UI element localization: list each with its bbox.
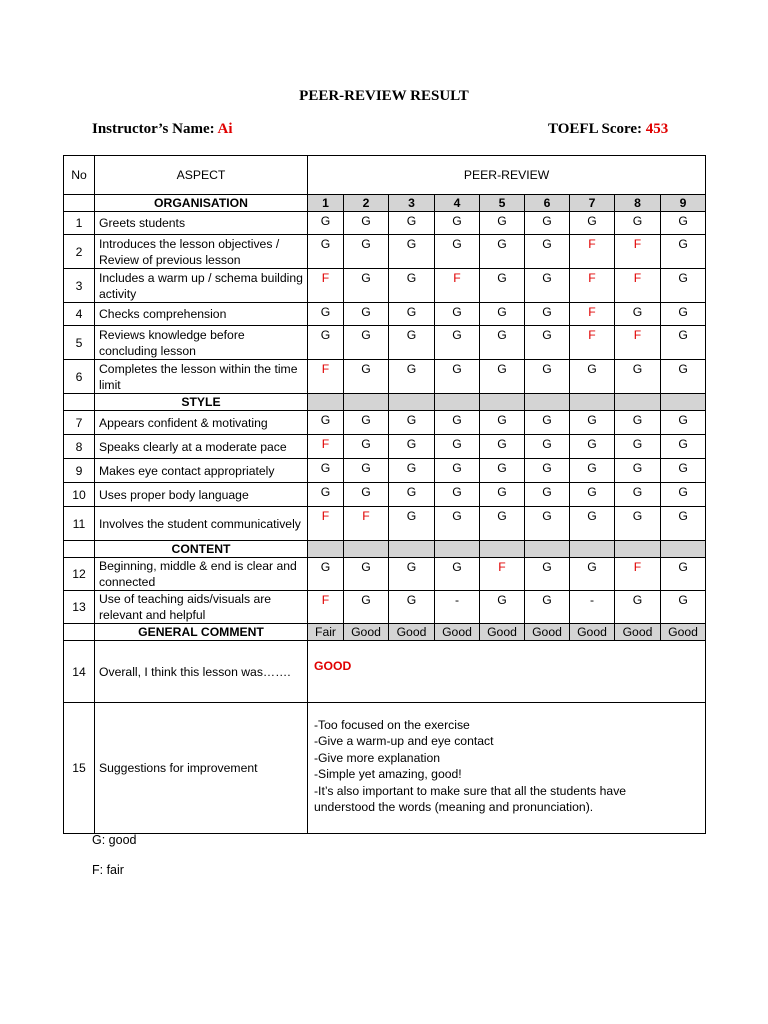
legend-good: G: good — [92, 833, 137, 847]
grade-cell: G — [480, 507, 525, 541]
grade-cell: G — [480, 212, 525, 235]
table-row — [64, 411, 706, 435]
reviewer-number: 4 — [435, 195, 480, 212]
header-no: No — [64, 156, 95, 195]
general-comment-cell: Good — [480, 624, 525, 641]
row-number: 14 — [64, 641, 95, 703]
grade-cell: G — [570, 459, 615, 483]
grade-cell: G — [308, 235, 344, 269]
grade-cell: G — [525, 435, 570, 459]
toefl-score — [548, 121, 668, 138]
grade-cell: F — [308, 269, 344, 303]
toefl-value: 453 — [645, 121, 669, 137]
grade-cell: G — [344, 326, 389, 360]
grade-cell: G — [344, 411, 389, 435]
grade-cell: G — [615, 411, 661, 435]
aspect-label: Includes a warm up / schema building activity — [95, 269, 308, 303]
aspect-label: Appears confident & motivating — [95, 411, 308, 435]
general-comment-cell: Fair — [308, 624, 344, 641]
row-number: 13 — [64, 591, 95, 624]
aspect-label: Completes the lesson within the time limit — [95, 360, 308, 394]
grade-cell: G — [570, 435, 615, 459]
gray-cell — [480, 541, 525, 558]
grade-cell: G — [525, 235, 570, 269]
general-comment-cell: Good — [525, 624, 570, 641]
section-title: GENERAL COMMENT — [95, 624, 308, 641]
grade-cell: G — [480, 435, 525, 459]
aspect-label: Introduces the lesson objectives / Review of previous lesson — [95, 235, 308, 269]
grade-cell: G — [389, 303, 435, 326]
grade-cell: F — [344, 507, 389, 541]
gray-cell — [435, 541, 480, 558]
grade-cell: G — [435, 483, 480, 507]
table-row — [64, 507, 706, 541]
table-row — [64, 591, 706, 624]
grade-cell: G — [389, 459, 435, 483]
table-row — [64, 235, 706, 269]
grade-cell: G — [389, 269, 435, 303]
row-number: 4 — [64, 303, 95, 326]
table-row — [64, 435, 706, 459]
grade-cell: G — [389, 411, 435, 435]
grade-cell: G — [344, 360, 389, 394]
grade-cell: G — [525, 303, 570, 326]
grade-cell: G — [615, 591, 661, 624]
reviewer-number: 9 — [661, 195, 706, 212]
header-peer-review: PEER-REVIEW — [308, 156, 706, 195]
grade-cell: G — [389, 326, 435, 360]
grade-cell: G — [344, 269, 389, 303]
grade-cell: F — [308, 591, 344, 624]
grade-cell: G — [435, 235, 480, 269]
grade-cell: G — [661, 459, 706, 483]
grade-cell: G — [344, 435, 389, 459]
table-row — [64, 326, 706, 360]
grade-cell: G — [480, 459, 525, 483]
grade-cell: F — [480, 558, 525, 591]
toefl-label: TOEFL Score: — [548, 121, 643, 137]
grade-cell: G — [525, 507, 570, 541]
grade-cell: G — [661, 411, 706, 435]
suggestions-text — [308, 703, 706, 834]
grade-cell: G — [525, 558, 570, 591]
row-number: 15 — [64, 703, 95, 834]
grade-cell: G — [344, 558, 389, 591]
grade-cell: G — [661, 591, 706, 624]
grade-cell: F — [308, 360, 344, 394]
aspect-label: Involves the student communicatively — [95, 507, 308, 541]
grade-cell: G — [615, 360, 661, 394]
row-number: 6 — [64, 360, 95, 394]
aspect-label: Beginning, middle & end is clear and connected — [95, 558, 308, 591]
header-row — [64, 156, 706, 195]
grade-cell: G — [525, 326, 570, 360]
peer-review-table — [63, 155, 706, 834]
gray-cell — [661, 541, 706, 558]
table-row — [64, 459, 706, 483]
grade-cell: F — [570, 326, 615, 360]
suggestion-line: understood the words (meaning and pronunciation). — [314, 800, 594, 815]
instructor-name — [92, 121, 233, 138]
section-spacer — [64, 541, 95, 558]
gray-cell — [525, 541, 570, 558]
grade-cell: G — [308, 483, 344, 507]
grade-cell: G — [308, 558, 344, 591]
grade-cell: G — [435, 326, 480, 360]
aspect-label: Uses proper body language — [95, 483, 308, 507]
grade-cell: G — [615, 435, 661, 459]
gray-cell — [389, 394, 435, 411]
aspect-label: Reviews knowledge before concluding lesson — [95, 326, 308, 360]
section-spacer — [64, 624, 95, 641]
grade-cell: G — [525, 360, 570, 394]
grade-cell: G — [570, 507, 615, 541]
suggestion-line: -Give more explanation — [314, 750, 440, 765]
general-comment-cell: Good — [661, 624, 706, 641]
grade-cell: G — [525, 212, 570, 235]
section-spacer — [64, 195, 95, 212]
grade-cell: G — [661, 303, 706, 326]
grade-cell: G — [661, 360, 706, 394]
aspect-label: Greets students — [95, 212, 308, 235]
suggestion-line: -Give a warm-up and eye contact — [314, 734, 494, 749]
suggestion-line: -It’s also important to make sure that all the students have — [314, 783, 627, 798]
grade-cell: G — [615, 459, 661, 483]
grade-cell: G — [389, 435, 435, 459]
page-title: PEER-REVIEW RESULT — [299, 88, 469, 104]
grade-cell: G — [344, 483, 389, 507]
grade-cell: G — [480, 303, 525, 326]
grade-cell: G — [308, 459, 344, 483]
grade-cell: G — [661, 269, 706, 303]
general-comment-cell: Good — [435, 624, 480, 641]
grade-cell: G — [615, 303, 661, 326]
gray-cell — [308, 541, 344, 558]
row-number: 8 — [64, 435, 95, 459]
overall-row — [64, 641, 706, 703]
row-number: 1 — [64, 212, 95, 235]
aspect-label: Makes eye contact appropriately — [95, 459, 308, 483]
aspect-label: Use of teaching aids/visuals are relevant and helpful — [95, 591, 308, 624]
header-aspect: ASPECT — [95, 156, 308, 195]
grade-cell: G — [570, 483, 615, 507]
general-comment-cell: Good — [570, 624, 615, 641]
instructor-label: Instructor’s Name: — [92, 121, 215, 137]
grade-cell: F — [615, 269, 661, 303]
grade-cell: G — [480, 411, 525, 435]
reviewer-number: 1 — [308, 195, 344, 212]
grade-cell: F — [570, 269, 615, 303]
grade-cell: G — [570, 212, 615, 235]
general-comment-cell: Good — [389, 624, 435, 641]
grade-cell: G — [389, 483, 435, 507]
grade-cell: F — [615, 326, 661, 360]
section-title: CONTENT — [95, 541, 308, 558]
suggestion-line: -Simple yet amazing, good! — [314, 767, 462, 782]
suggestions-label: Suggestions for improvement — [95, 703, 308, 834]
table-row — [64, 212, 706, 235]
grade-cell: G — [344, 303, 389, 326]
overall-label: Overall, I think this lesson was……. — [95, 641, 308, 703]
row-number: 7 — [64, 411, 95, 435]
grade-cell: - — [570, 591, 615, 624]
gray-cell — [525, 394, 570, 411]
table-row — [64, 303, 706, 326]
gray-cell — [661, 394, 706, 411]
grade-cell: G — [480, 360, 525, 394]
grade-cell: G — [344, 591, 389, 624]
row-number: 9 — [64, 459, 95, 483]
grade-cell: G — [661, 235, 706, 269]
grade-cell: G — [615, 483, 661, 507]
gray-cell — [615, 394, 661, 411]
row-number: 2 — [64, 235, 95, 269]
grade-cell: G — [389, 558, 435, 591]
suggestions-row — [64, 703, 706, 834]
overall-value: GOOD — [308, 641, 706, 703]
grade-cell: G — [435, 303, 480, 326]
grade-cell: G — [525, 269, 570, 303]
general-comment-row — [64, 624, 706, 641]
grade-cell: G — [435, 212, 480, 235]
grade-cell: G — [661, 212, 706, 235]
table-row — [64, 269, 706, 303]
gray-cell — [570, 541, 615, 558]
row-number: 11 — [64, 507, 95, 541]
grade-cell: G — [435, 360, 480, 394]
grade-cell: G — [435, 558, 480, 591]
grade-cell: G — [661, 558, 706, 591]
general-comment-cell: Good — [615, 624, 661, 641]
grade-cell: G — [525, 411, 570, 435]
reviewer-number: 8 — [615, 195, 661, 212]
gray-cell — [480, 394, 525, 411]
grade-cell: G — [661, 435, 706, 459]
reviewer-number: 5 — [480, 195, 525, 212]
grade-cell: G — [615, 507, 661, 541]
grade-cell: G — [570, 411, 615, 435]
row-number: 3 — [64, 269, 95, 303]
grade-cell: F — [615, 235, 661, 269]
grade-cell: F — [435, 269, 480, 303]
grade-cell: G — [344, 235, 389, 269]
grade-cell: F — [308, 435, 344, 459]
aspect-label: Speaks clearly at a moderate pace — [95, 435, 308, 459]
grade-cell: G — [480, 483, 525, 507]
gray-cell — [570, 394, 615, 411]
grade-cell: G — [389, 212, 435, 235]
gray-cell — [615, 541, 661, 558]
grade-cell: G — [308, 212, 344, 235]
grade-cell: F — [570, 235, 615, 269]
row-number: 5 — [64, 326, 95, 360]
grade-cell: G — [480, 269, 525, 303]
grade-cell: G — [480, 326, 525, 360]
grade-cell: G — [525, 483, 570, 507]
grade-cell: F — [308, 507, 344, 541]
grade-cell: G — [344, 459, 389, 483]
grade-cell: G — [570, 558, 615, 591]
grade-cell: G — [661, 507, 706, 541]
section-row-organisation — [64, 195, 706, 212]
reviewer-number: 7 — [570, 195, 615, 212]
reviewer-number: 3 — [389, 195, 435, 212]
grade-cell: G — [661, 326, 706, 360]
grade-cell: G — [435, 507, 480, 541]
grade-cell: F — [615, 558, 661, 591]
grade-cell: G — [435, 435, 480, 459]
section-title: ORGANISATION — [95, 195, 308, 212]
grade-cell: G — [525, 591, 570, 624]
grade-cell: G — [308, 326, 344, 360]
aspect-label: Checks comprehension — [95, 303, 308, 326]
grade-cell: G — [435, 411, 480, 435]
grade-cell: G — [389, 235, 435, 269]
instructor-value: Ai — [217, 121, 233, 137]
grade-cell: F — [570, 303, 615, 326]
table-row — [64, 360, 706, 394]
section-row-content — [64, 541, 706, 558]
reviewer-number: 6 — [525, 195, 570, 212]
table-row — [64, 558, 706, 591]
gray-cell — [344, 394, 389, 411]
gray-cell — [344, 541, 389, 558]
row-number: 12 — [64, 558, 95, 591]
grade-cell: G — [615, 212, 661, 235]
legend-fair: F: fair — [92, 863, 124, 877]
suggestion-line: -Too focused on the exercise — [314, 718, 470, 732]
grade-cell: G — [480, 591, 525, 624]
row-number: 10 — [64, 483, 95, 507]
grade-cell: G — [389, 507, 435, 541]
table-row — [64, 483, 706, 507]
grade-cell: G — [480, 235, 525, 269]
grade-cell: G — [308, 411, 344, 435]
general-comment-cell: Good — [344, 624, 389, 641]
grade-cell: G — [344, 212, 389, 235]
grade-cell: G — [435, 459, 480, 483]
grade-cell: G — [570, 360, 615, 394]
grade-cell: G — [389, 591, 435, 624]
grade-cell: G — [525, 459, 570, 483]
gray-cell — [308, 394, 344, 411]
section-spacer — [64, 394, 95, 411]
gray-cell — [435, 394, 480, 411]
reviewer-number: 2 — [344, 195, 389, 212]
section-row-style — [64, 394, 706, 411]
grade-cell: G — [389, 360, 435, 394]
grade-cell: G — [308, 303, 344, 326]
gray-cell — [389, 541, 435, 558]
section-title: STYLE — [95, 394, 308, 411]
grade-cell: G — [661, 483, 706, 507]
grade-cell: - — [435, 591, 480, 624]
